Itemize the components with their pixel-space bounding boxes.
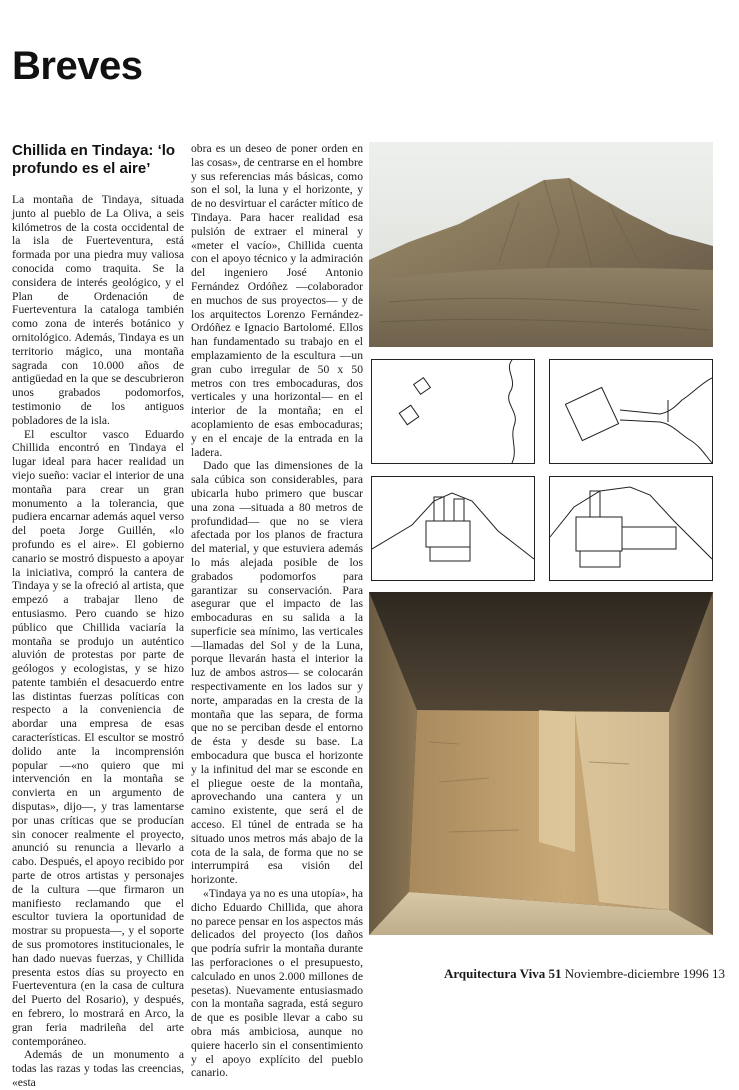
section-diagram-left bbox=[371, 476, 535, 581]
cube-interior-photo bbox=[369, 592, 713, 935]
article-heading: Chillida en Tindaya: ‘lo profundo es el aire’ bbox=[12, 142, 176, 177]
paragraph: El escultor vasco Eduardo Chillida encontró en Tindaya el lugar ideal para hacer realidad un viejo sueño: vaciar el interior de una montaña para crear un gran monumento a la tolerancia, que pudiera encarnar además aquel verso del poeta Jorge Guillén, «lo profundo es el aire». El gobierno canario se mostró dispuesto a apoyar la iniciativa, compró la cantera de Tindaya y se la ofreció al artista, que empezó a trabajar lleno de entusiasmo. Pero cuando se hizo público que Chillida vaciaría la montaña se produjo un auténtico aluvión de protestas por parte de geólogos y ecologistas, y se hizo patente también el desacuerdo entre las distintas fuerzas políticas con respecto a la conveniencia de abordar una empresa de esas características. El escultor se mostró dolido ante la incomprensión popular —«no quiero que mi intervención en la montaña se convierta en un argumento de disputas», dijo—, y tras lamentarse por unas críticas que se producían sin conocer realmente el proyecto, anunció su renuncia a llevarlo a cabo. Después, el apoyo recibido por parte de otros artistas y personajes de la cultura —que firmaron un manifiesto reclamando que el escultor tuviera la oportunidad de mostrar su propuesta—, y el soporte de sus promotores institucionales, le han dado nuevas fuerzas, y Chillida presenta estos días su proyecto en Fuerteventura (en la casa de cultura del Puerto del Rosario), y después, en febrero, lo mostrará en Arco, la gran feria madrileña del arte contemporáneo. bbox=[12, 427, 184, 1048]
section-diagram-right bbox=[549, 476, 713, 581]
page-footer bbox=[444, 966, 725, 982]
paragraph: obra es un deseo de poner orden en las cosas», de centrarse en el hombre y sus referencias más básicas, como son el sol, la luna y el horizonte, y de no desvirtuar el carácter mítico de Tindaya. Para hacer realidad esa pulsión de extraer el mineral y «meter el vacío», Chillida cuenta con el apoyo técnico y la admiración del ingeniero José Antonio Fernández Ordóñez —colaborador en muchos de sus proyectos— y de los arquitectos Lorenzo Fernández-Ordóñez e Ignacio Bartolomé. Ellos han fundamentado su trabajo en el emplazamiento de la escultura —un gran cubo irregular de 50 x 50 metros con tres embocaduras, dos verticales y una horizontal— en el interior de la montaña; en el acoplamiento de esas embocaduras; y en el encaje de la entrada en la ladera. bbox=[191, 142, 363, 459]
paragraph: La montaña de Tindaya, situada junto al pueblo de La Oliva, a seis kilómetros de la costa occidental de la isla de Fuerteventura, está formada por una piedra muy valiosa conocida como traquita. Se la considera de interés geológico, y el Plan de Ordenación de Fuerteventura la cataloga también como zona de interés botánico y ornitológico. Además, Tindaya es un territorio mágico, una montaña sagrada con 10.000 años de antigüedad en la que se descubrieron unos grabados podomorfos, testimonio de los antiguos pobladores de la isla. bbox=[12, 193, 184, 427]
paragraph: Dado que las dimensiones de la sala cúbica son considerables, para ubicarla hubo primero que buscar una zona —situada a 80 metros de profundidad— que no se viera afectada por los planos de fractura del material, y que estuviera además lo más alejada posible de los grabados podomorfos para garantizar su conservación. Para asegurar que el impacto de las embocaduras en su salida a la superficie sea mínimo, las verticales —llamadas del Sol y de la Luna, porque llevarán hasta el interior la luz de ambos astros— se colocarán respectivamente en los lados sur y norte, amparadas en la cresta de la montaña que las separa, de forma que no se perciban desde el entorno de ésta y desde su base. La embocadura que busca el horizonte y la infinitud del mar se esconde en el pliegue oeste de la montaña, aprovechando una cantera y un camino existente, que será el de acceso. El túnel de entrada se ha situado unos metros más abajo de la cota de la sala, de forma que no se interrumpirá esa visión del horizonte. bbox=[191, 459, 363, 887]
article-column-2 bbox=[191, 142, 363, 1080]
paragraph: «Tindaya ya no es una utopía», ha dicho Eduardo Chillida, que ahora no parece pensar en los aspectos más delicados del proyecto (los daños que podría sufrir la montaña durante las perforaciones o el presupuesto, calculado en unos 2.000 millones de pesetas). Nuevamente entusiasmado con la montaña sagrada, está seguro de que es posible llevar a cabo su obra más ambiciosa, aunque no quiere hacerlo sin el consentimiento y el apoyo explícito del pueblo canario. bbox=[191, 887, 363, 1080]
issue-date: Noviembre-diciembre 1996 bbox=[564, 966, 709, 981]
page-number: 13 bbox=[712, 966, 725, 981]
magazine-name: Arquitectura Viva 51 bbox=[443, 966, 562, 981]
article-column-1 bbox=[12, 193, 184, 1090]
plan-diagram-left bbox=[371, 359, 535, 464]
section-title: Breves bbox=[12, 44, 143, 88]
plan-diagram-right bbox=[549, 359, 713, 464]
mountain-photo bbox=[369, 142, 713, 347]
paragraph: Además de un monumento a todas las razas y todas las creencias, «esta bbox=[12, 1048, 184, 1089]
